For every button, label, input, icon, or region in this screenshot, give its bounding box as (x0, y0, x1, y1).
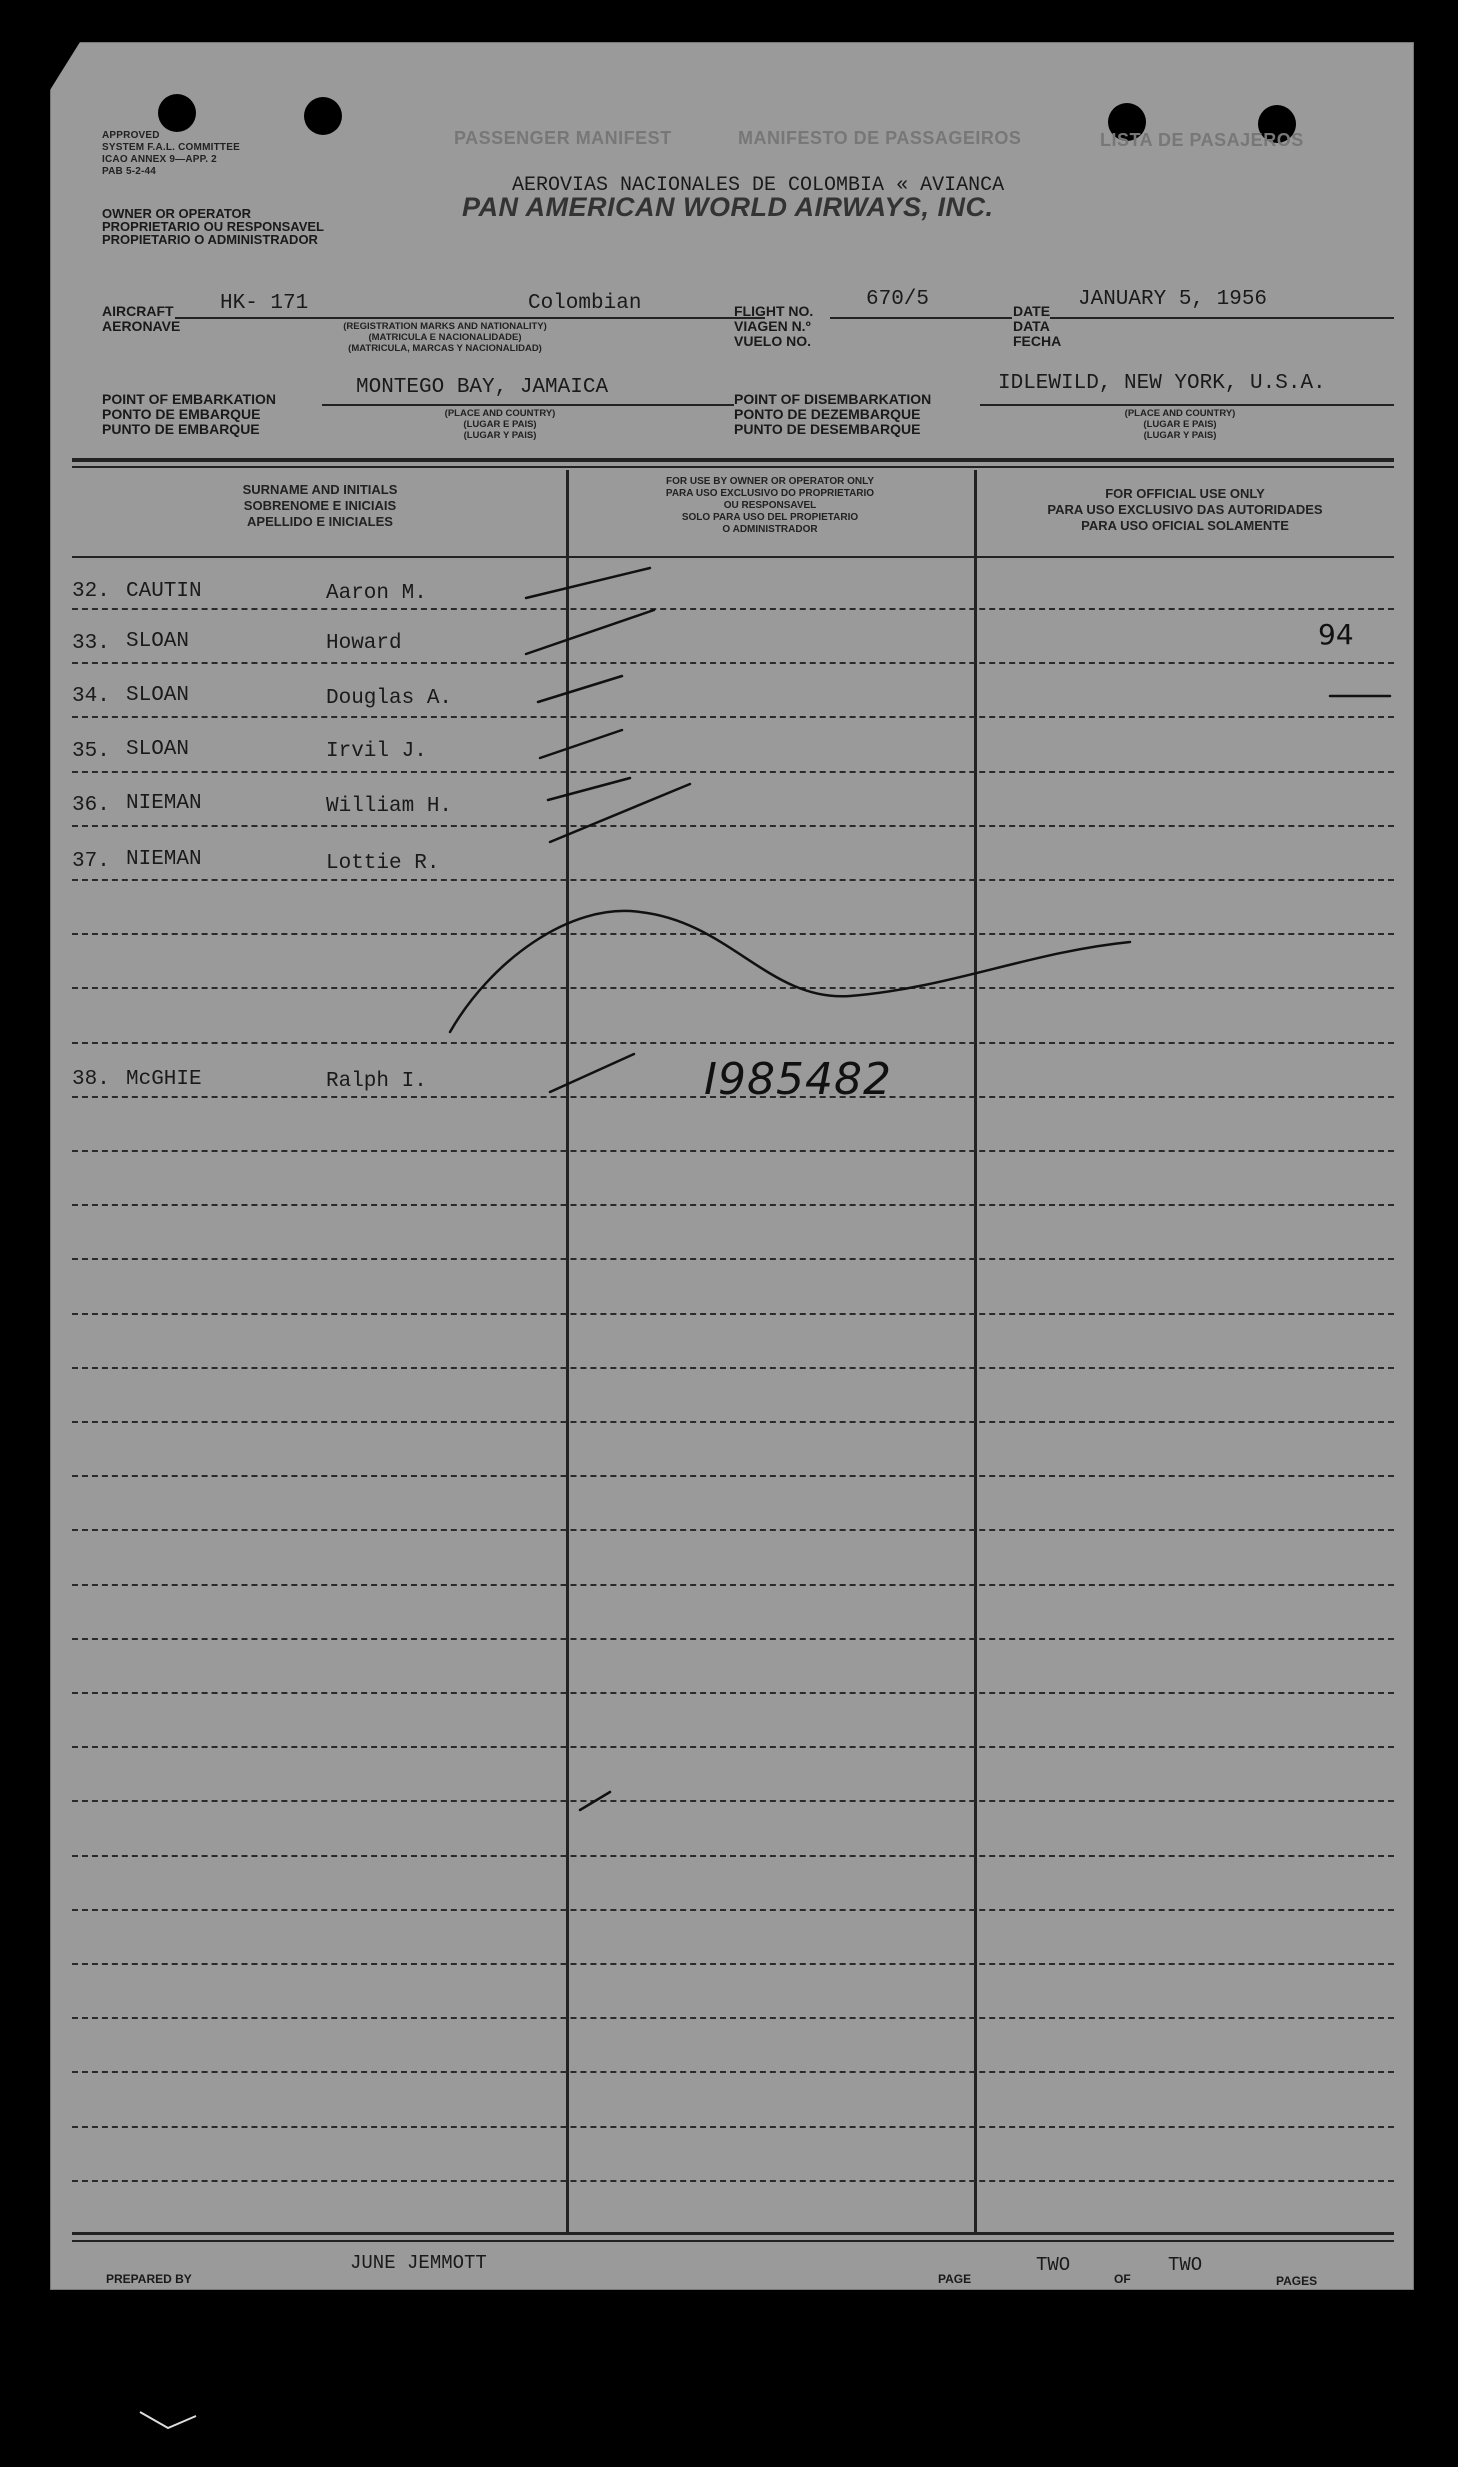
passenger-surname: CAUTIN (126, 580, 202, 603)
aircraft-nationality: Colombian (528, 292, 642, 315)
page-label: PAGE (938, 2272, 972, 2286)
typed-operator: AEROVIAS NACIONALES DE COLOMBIA « AVIANCA (512, 174, 1005, 197)
page-number: TWO (1036, 2254, 1071, 2276)
passenger-number: 37. (72, 850, 110, 873)
prepared-by: JUNE JEMMOTT (350, 2252, 487, 2274)
passenger-number: 34. (72, 685, 110, 708)
embark-label: POINT OF EMBARKATION PONTO DE EMBARQUE PUNTO DE EMBARQUE (102, 391, 276, 437)
pages-label: PAGES (1276, 2274, 1318, 2288)
aircraft-label: AIRCRAFT AERONAVE (102, 303, 181, 334)
title-en: PASSENGER MANIFEST (454, 128, 672, 148)
passenger-given-name: William H. (326, 795, 453, 818)
passenger-given-name: Howard (326, 632, 402, 655)
embark-place-note: (PLACE AND COUNTRY) (LUGAR E PAIS) (LUGAR Y PAIS) (444, 408, 556, 441)
title-pt: MANIFESTO DE PASSAGEIROS (738, 128, 1022, 148)
column-header-owner: FOR USE BY OWNER OR OPERATOR ONLY PARA USO EXCLUSIVO DO PROPRIETARIO OU RESPONSAVEL SOLO PARA USO DEL PROPIETARIO O ADMINISTRADOR (665, 476, 875, 535)
date-label: DATE DATA FECHA (1013, 303, 1062, 349)
approval-block: APPROVED SYSTEM F.A.L. COMMITTEE ICAO ANNEX 9—APP. 2 PAB 5-2-44 (102, 130, 240, 177)
passenger-given-name: Lottie R. (326, 852, 440, 875)
passenger-number: 33. (72, 632, 110, 655)
passenger-number: 35. (72, 740, 110, 763)
passenger-given-name: Aaron M. (326, 582, 427, 605)
printed-operator: PAN AMERICAN WORLD AIRWAYS, INC. (462, 192, 994, 222)
flight-label: FLIGHT NO. VIAGEN N.º VUELO NO. (734, 303, 814, 349)
handwritten-id: I985482 (704, 1054, 892, 1105)
registration-note: (REGISTRATION MARKS AND NATIONALITY) (MATRICULA E NACIONALIDADE) (MATRICULA, MARCAS Y NACIONALIDAD) (343, 321, 547, 354)
passenger-given-name: Douglas A. (326, 687, 453, 710)
passenger-surname: McGHIE (126, 1068, 202, 1091)
passenger-surname: SLOAN (126, 630, 190, 653)
aircraft-registration: HK- 171 (220, 292, 309, 315)
passenger-surname: NIEMAN (126, 848, 202, 871)
page-total: TWO (1168, 2254, 1203, 2276)
of-label: OF (1114, 2272, 1131, 2286)
disembark-place-note: (PLACE AND COUNTRY) (LUGAR E PAIS) (LUGAR Y PAIS) (1124, 408, 1236, 441)
disembark-label: POINT OF DISEMBARKATION PONTO DE DEZEMBARQUE PUNTO DE DESEMBARQUE (734, 391, 932, 437)
prepared-by-label: PREPARED BY (106, 2272, 192, 2286)
embark-point: MONTEGO BAY, JAMAICA (356, 376, 609, 399)
passenger-given-name: Irvil J. (326, 740, 427, 763)
passenger-number: 32. (72, 580, 110, 603)
disembark-point: IDLEWILD, NEW YORK, U.S.A. (998, 372, 1326, 395)
flight-number: 670/5 (866, 288, 930, 311)
title-es: LISTA DE PASAJEROS (1100, 130, 1304, 150)
passenger-given-name: Ralph I. (326, 1070, 427, 1093)
column-header-names: SURNAME AND INITIALS SOBRENOME E INICIAIS APELLIDO E INICIALES (242, 482, 398, 529)
owner-label: OWNER OR OPERATOR PROPRIETARIO OU RESPONSAVEL PROPIETARIO O ADMINISTRADOR (102, 206, 324, 247)
passenger-number: 38. (72, 1068, 110, 1091)
passenger-surname: SLOAN (126, 738, 190, 761)
passenger-surname: NIEMAN (126, 792, 202, 815)
official-number: 94 (1318, 618, 1354, 651)
passenger-surname: SLOAN (126, 684, 190, 707)
flight-date: JANUARY 5, 1956 (1078, 288, 1268, 311)
passenger-number: 36. (72, 794, 110, 817)
column-header-official: FOR OFFICIAL USE ONLY PARA USO EXCLUSIVO DAS AUTORIDADES PARA USO OFICIAL SOLAMENTE (1047, 486, 1323, 533)
